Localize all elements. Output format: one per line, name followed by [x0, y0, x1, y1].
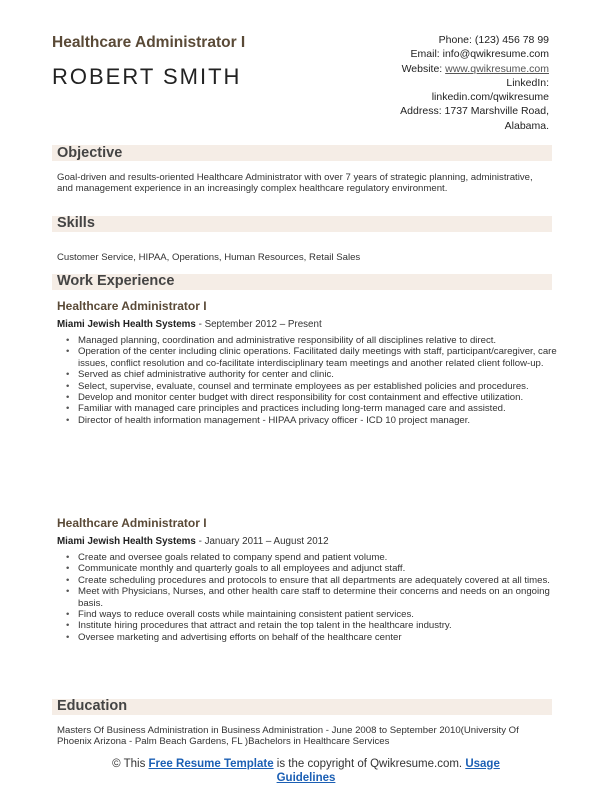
job-company: Miami Jewish Health Systems — [57, 536, 196, 547]
work-experience-heading: Work Experience — [57, 273, 175, 289]
list-item: • Create scheduling procedures and protocols to ensure that all departments are adequately covered at all times. — [78, 575, 558, 586]
job-dates: - September 2012 – Present — [195, 319, 322, 330]
list-item: • Find ways to reduce overall costs while maintaining consistent patient services. — [78, 609, 558, 620]
footer-line2 — [0, 771, 612, 785]
education-heading: Education — [57, 698, 128, 714]
candidate-name: ROBERT SMITH — [52, 64, 242, 89]
contact-website — [309, 62, 549, 76]
list-item: • Create and oversee goals related to company spend and patient volume. — [78, 552, 558, 563]
footer-middle: is the copyright of Qwikresume.com. — [273, 758, 466, 770]
list-item: • Served as chief administrative authority for center and clinic. — [78, 369, 558, 380]
job-title: Healthcare Administrator I — [57, 516, 207, 530]
list-item: • Managed planning, coordination and administrative responsibility of all disciplines relative to direct. — [78, 335, 558, 346]
free-resume-template-link[interactable]: Free Resume Template — [148, 758, 274, 770]
contact-website-link[interactable]: www.qwikresume.com — [445, 62, 549, 75]
contact-email: Email: info@qwikresume.com — [410, 48, 549, 61]
contact-linkedin-value: linkedin.com/qwikresume — [431, 91, 549, 104]
objective-text: Goal-driven and results-oriented Healthcare Administrator with over 7 years of strategic planning, administrative, and management experience in an increasingly complex healthcare regulatory environment. — [57, 172, 533, 195]
contact-address-line1: Address: 1737 Marshville Road, — [400, 105, 549, 118]
job-company-line — [57, 319, 322, 330]
header-job-title: Healthcare Administrator I — [52, 34, 246, 51]
job-bullet-list — [66, 335, 558, 426]
footer-line1 — [0, 757, 612, 771]
usage-guidelines-link-part1[interactable]: Usage — [465, 758, 500, 770]
skills-heading: Skills — [57, 215, 95, 231]
list-item: • Operation of the center including clinic operations. Facilitated daily meetings with staff, participant/caregiver, care issues, conflict resolution and co-facilitate interdisciplinary team meetings and another related client follow-up. — [78, 346, 558, 369]
list-item: • Familiar with managed care principles and practices including long-term managed care and assisted. — [78, 403, 558, 414]
list-item: • Select, supervise, evaluate, counsel and terminate employees as per established policies and procedures. — [78, 381, 558, 392]
list-item: • Oversee marketing and advertising efforts on behalf of the healthcare center — [78, 632, 558, 643]
list-item: • Communicate monthly and quarterly goals to all employees and adjunct staff. — [78, 563, 558, 574]
contact-block — [309, 33, 549, 133]
contact-phone: Phone: (123) 456 78 99 — [438, 34, 549, 46]
job-bullet-list — [66, 552, 558, 643]
footer-prefix: © This — [112, 758, 149, 770]
objective-heading: Objective — [57, 145, 123, 161]
education-text: Masters Of Business Administration in Business Administration - June 2008 to September 2010(University Of Phoenix Arizona - Palm Beach Gardens, FL )Bachelors in Healthcare Services — [57, 725, 519, 748]
job-dates: - January 2011 – August 2012 — [195, 536, 329, 547]
job-company: Miami Jewish Health Systems — [57, 319, 196, 330]
objective-section-bar — [52, 145, 552, 161]
job-title: Healthcare Administrator I — [57, 299, 207, 313]
list-item: • Director of health information management - HIPAA privacy officer - ICD 10 project manager. — [78, 415, 558, 426]
job-company-line — [57, 536, 329, 547]
usage-guidelines-link-part2[interactable]: Guidelines — [276, 772, 336, 784]
contact-linkedin-label: LinkedIn: — [506, 76, 549, 89]
list-item: • Institute hiring procedures that attract and retain the top talent in the healthcare industry. — [78, 620, 558, 631]
list-item: • Meet with Physicians, Nurses, and other health care staff to determine their concerns and needs on an ongoing basis. — [78, 586, 558, 609]
list-item: • Develop and monitor center budget with direct responsibility for cost containment and effective utilization. — [78, 392, 558, 403]
skills-text: Customer Service, HIPAA, Operations, Human Resources, Retail Sales — [57, 252, 361, 263]
skills-section-bar — [52, 216, 552, 232]
contact-address-line2: Alabama. — [504, 119, 549, 132]
contact-website-label: Website: — [401, 62, 446, 75]
footer — [0, 757, 612, 785]
